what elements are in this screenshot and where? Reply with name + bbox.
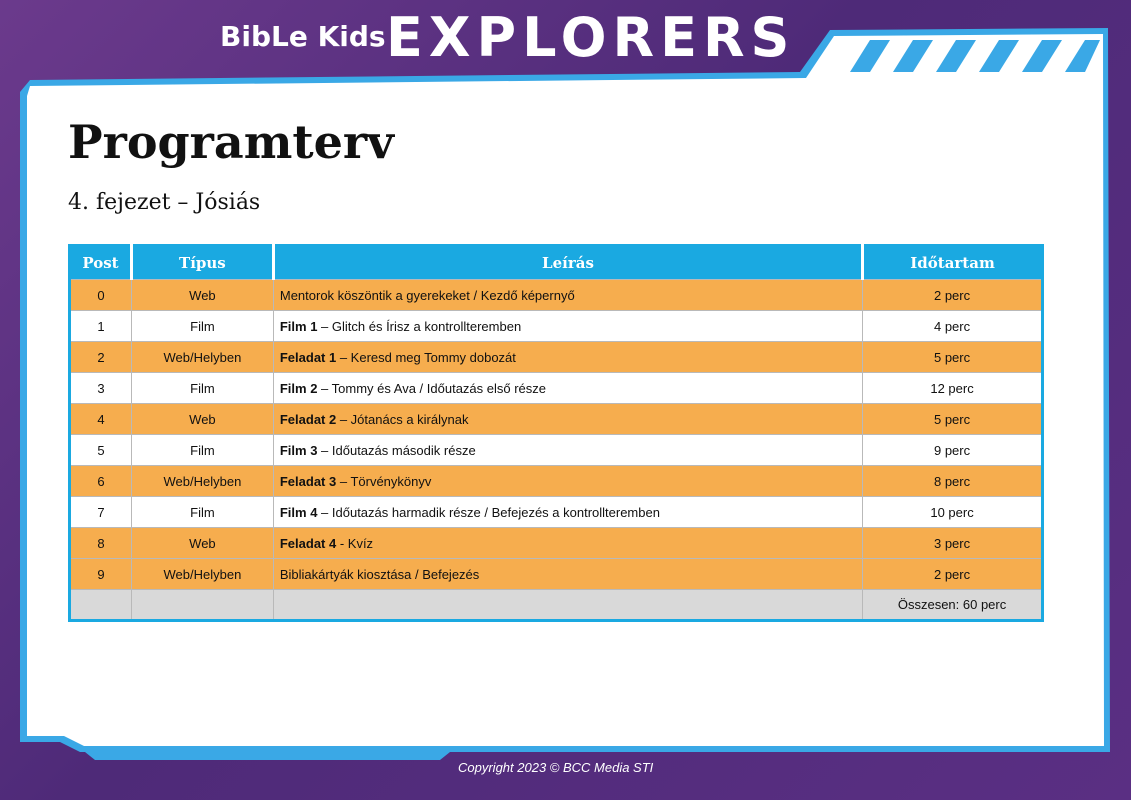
cell-type: Web/Helyben (131, 342, 273, 373)
column-header-description: Leírás (273, 246, 862, 280)
table-header-row (70, 246, 1043, 280)
cell-post: 1 (70, 311, 132, 342)
table-row (70, 311, 1043, 342)
cell-description-text: – Időutazás harmadik része / Befejezés a kontrollteremben (317, 504, 660, 520)
cell-description (273, 342, 862, 373)
cell-type: Web (131, 404, 273, 435)
cell-description-bold: Film 1 (279, 318, 318, 334)
cell-duration: 4 perc (863, 311, 1043, 342)
cell-description-bold: Film 4 (279, 504, 318, 520)
cell-duration: 2 perc (863, 280, 1043, 311)
cell-description-text: – Jótanács a királynak (336, 411, 469, 427)
cell-duration: 12 perc (863, 373, 1043, 404)
cell-description-text: – Törvénykönyv (336, 473, 432, 489)
program-table (68, 244, 1044, 622)
cell-post: 8 (70, 528, 132, 559)
cell-type: Film (131, 373, 273, 404)
cell-post: 7 (70, 497, 132, 528)
cell-empty (131, 590, 273, 621)
cell-description (273, 559, 862, 590)
cell-description-text: Bibliakártyák kiosztása / Befejezés (279, 566, 480, 582)
cell-description (273, 466, 862, 497)
cell-description (273, 311, 862, 342)
table-row (70, 466, 1043, 497)
copyright-text: Copyright 2023 © BCC Media STI (458, 760, 654, 775)
cell-description (273, 435, 862, 466)
page-subtitle: 4. fejezet – Jósiás (68, 190, 261, 215)
page-title: Programterv (68, 115, 394, 169)
cell-description (273, 373, 862, 404)
cell-duration: 10 perc (863, 497, 1043, 528)
cell-description-bold: Feladat 3 (279, 473, 337, 489)
column-header-duration: Időtartam (863, 246, 1043, 280)
cell-description-text: – Tommy és Ava / Időutazás első része (317, 380, 547, 396)
cell-description-bold: Feladat 4 (279, 535, 337, 551)
table-row (70, 497, 1043, 528)
cell-description-text: – Glitch és Írisz a kontrollteremben (317, 318, 522, 334)
cell-type: Web/Helyben (131, 559, 273, 590)
table-row (70, 342, 1043, 373)
cell-description-text: Mentorok köszöntik a gyerekeket / Kezdő képernyő (279, 287, 575, 303)
cell-empty (273, 590, 862, 621)
cell-post: 3 (70, 373, 132, 404)
cell-type: Film (131, 497, 273, 528)
cell-type: Film (131, 311, 273, 342)
cell-description (273, 497, 862, 528)
table-row (70, 559, 1043, 590)
table-row (70, 528, 1043, 559)
cell-duration: 9 perc (863, 435, 1043, 466)
cell-description (273, 528, 862, 559)
cell-post: 9 (70, 559, 132, 590)
cell-type: Film (131, 435, 273, 466)
cell-total-duration: Összesen: 60 perc (863, 590, 1043, 621)
cell-description (273, 404, 862, 435)
cell-type: Web/Helyben (131, 466, 273, 497)
cell-post: 0 (70, 280, 132, 311)
cell-duration: 2 perc (863, 559, 1043, 590)
cell-post: 6 (70, 466, 132, 497)
cell-description-bold: Feladat 2 (279, 411, 337, 427)
cell-duration: 8 perc (863, 466, 1043, 497)
table-row (70, 404, 1043, 435)
cell-duration: 3 perc (863, 528, 1043, 559)
cell-description-bold: Film 3 (279, 442, 318, 458)
cell-description-text: – Keresd meg Tommy dobozát (336, 349, 516, 365)
table-row (70, 435, 1043, 466)
column-header-post: Post (70, 246, 132, 280)
brand-logo (0, 6, 1131, 70)
cell-empty (70, 590, 132, 621)
cell-description-bold: Feladat 1 (279, 349, 337, 365)
main-content (68, 112, 1048, 215)
cell-description-text: - Kvíz (336, 535, 374, 551)
cell-duration: 5 perc (863, 404, 1043, 435)
cell-post: 4 (70, 404, 132, 435)
cell-type: Web (131, 280, 273, 311)
column-header-type: Típus (131, 246, 273, 280)
cell-post: 5 (70, 435, 132, 466)
cell-description-text: – Időutazás második része (317, 442, 476, 458)
table-row (70, 280, 1043, 311)
cell-post: 2 (70, 342, 132, 373)
cell-description (273, 280, 862, 311)
table-row (70, 373, 1043, 404)
brand-big-logo: EXPLORERS (386, 6, 796, 69)
cell-duration: 5 perc (863, 342, 1043, 373)
cell-type: Web (131, 528, 273, 559)
table-total-row (70, 590, 1043, 621)
brand-small-logo: BibLe Kids (220, 20, 386, 53)
cell-description-bold: Film 2 (279, 380, 318, 396)
